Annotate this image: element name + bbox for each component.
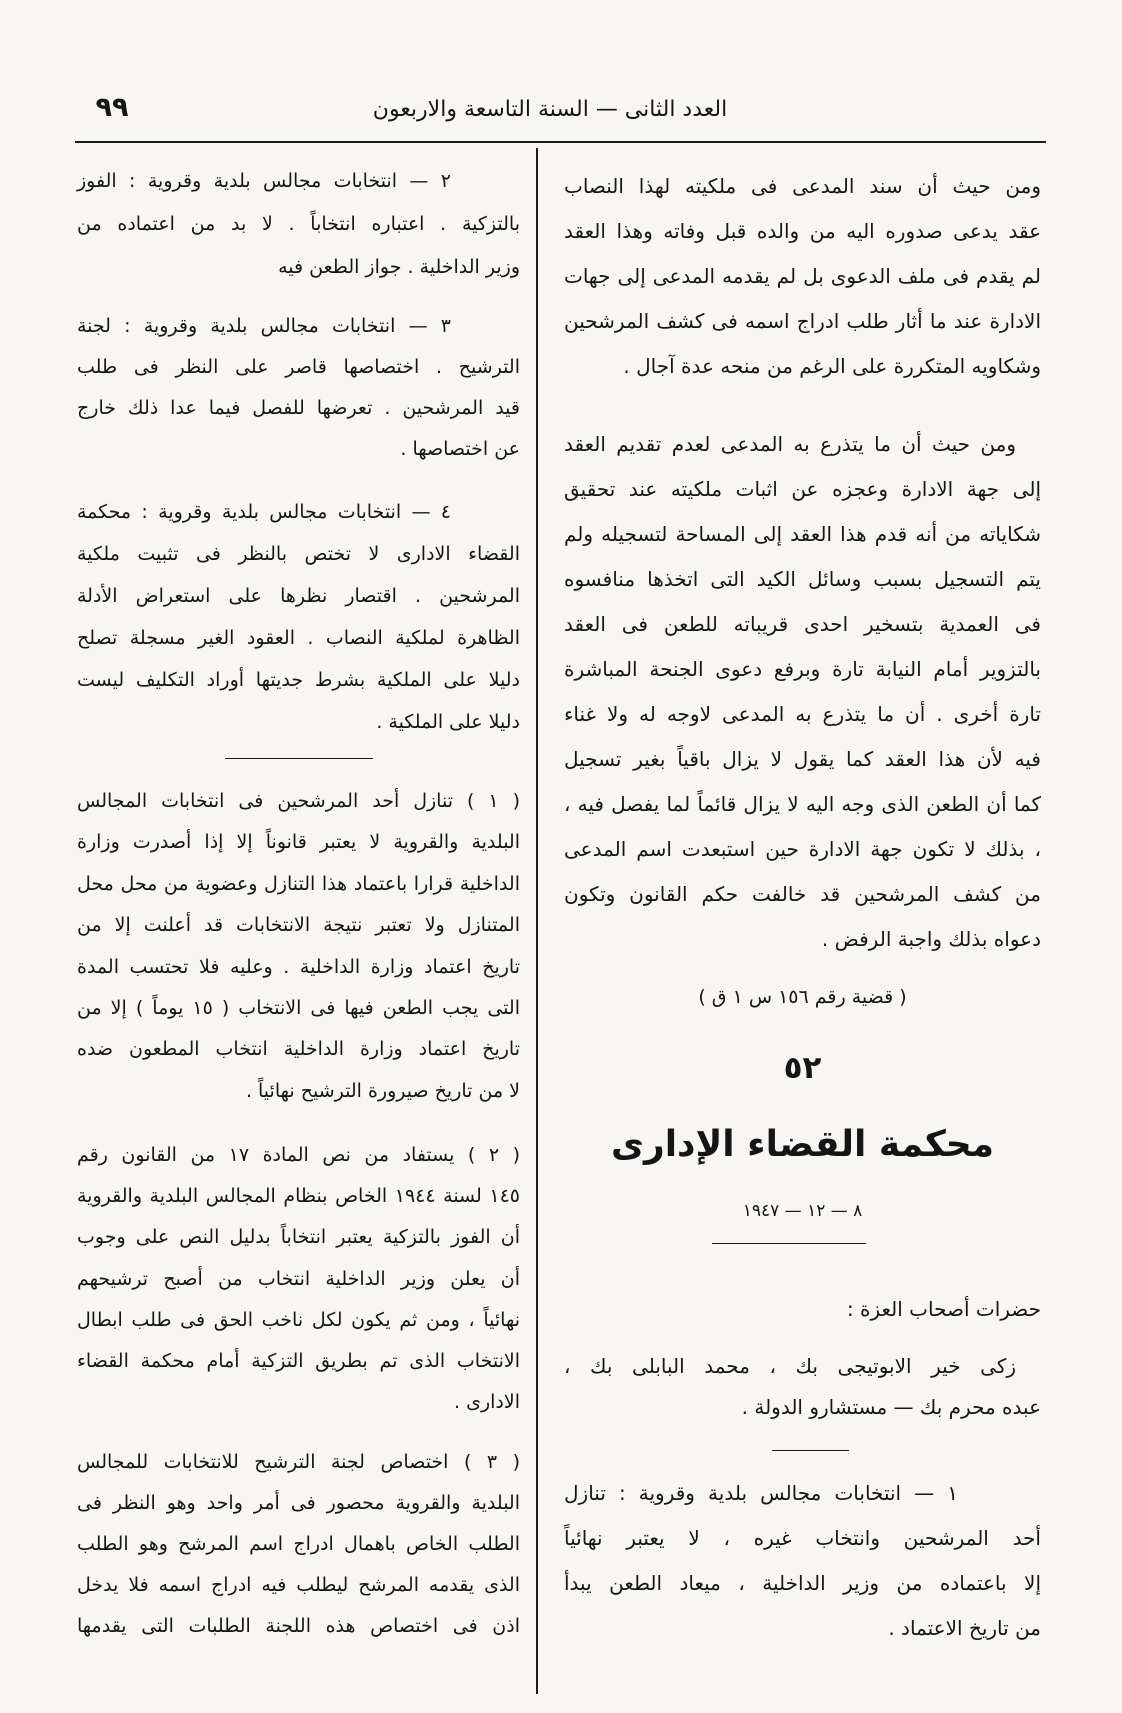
reasoning-paragraph-2	[564, 422, 1041, 962]
judgment-date-text: ٨ — ١٢ — ١٩٤٧	[742, 1201, 863, 1221]
text-line: المرشحين . اقتصار نظرها على استعراض الأدلة	[77, 585, 520, 607]
panel-heading-text: حضرات أصحاب العزة :	[846, 1297, 1041, 1321]
section-rule	[772, 1450, 849, 1451]
text-line: ٢ — انتخابات مجالس بلدية وقروية : الفوز	[77, 170, 451, 192]
text-line: عقد يدعى صدوره اليه من والده قبل وفاته وهذا العقد	[564, 219, 1041, 243]
case-reference-text: ( قضية رقم ١٥٦ س ١ ق )	[698, 986, 907, 1008]
text-line: نهائياً ، ومن ثم يكون لكل ناخب الحق فى طلب ابطال	[77, 1308, 520, 1331]
principle-1	[77, 781, 520, 1112]
principle-3	[77, 1442, 520, 1647]
text-line: من كشف المرشحين قد خالفت حكم القانون وتكون	[564, 882, 1041, 906]
text-line: دليلا على الملكية بشرط جديتها أوراد التكليف ليست	[77, 669, 520, 691]
text-line: ( ٣ ) اختصاص لجنة الترشيح للانتخابات للمجالس	[77, 1451, 521, 1473]
issue-title: العدد الثانى — السنة التاسعة والاربعون	[372, 97, 728, 122]
text-line: ( ١ ) تنازل أحد المرشحين فى انتخابات المجالس	[77, 790, 521, 812]
text-line: المتنازل ولا تعتبر نتيجة الانتخابات قد أعلنت إلا من	[77, 914, 520, 937]
text-line: ومن حيث أن ما يتذرع به المدعى لعدم تقديم العقد	[564, 432, 1016, 456]
text-line: الداخلية قرارا باعتماد هذا التنازل وعضوية من محل محل	[77, 872, 520, 895]
reasoning-paragraph-1	[564, 164, 1041, 389]
text-line: البلدية والقروية لا يعتبر قانوناً إلا إذا أصدرت وزارة	[77, 831, 520, 854]
panel-member-line: زكى خير الابوتيجى بك ، محمد البابلى بك ،	[564, 1354, 1016, 1378]
text-line: الادارة عند ما أثار طلب ادراج اسمه فى كشف المرشحين	[564, 309, 1041, 333]
text-line: ٣ — انتخابات مجالس بلدية وقروية : لجنة	[77, 315, 451, 337]
text-line: الادارى .	[454, 1391, 520, 1414]
text-line: وشكاويه المتكررة على الرغم من منحه عدة آجال .	[623, 354, 1041, 378]
text-line: إلى جهة الادارة وعجزه عن اثبات ملكيته عند تحقيق	[564, 477, 1041, 501]
text-line: دليلا على الملكية .	[376, 711, 520, 733]
text-line: تاريخ اعتماد وزارة الداخلية انتخاب المطعون ضده	[77, 1038, 520, 1061]
text-line: أن الفوز بالتزكية يعتبر انتخاباً بدليل النص على وجوب	[77, 1226, 520, 1249]
text-line: الطلب الخاص باهمال ادراج اسم المرشح وهو الطلب	[77, 1533, 520, 1555]
text-line: أن يعلن وزير الداخلية انتخاب من أصبح ترشيحهم	[77, 1267, 520, 1290]
headnote-1	[564, 1471, 1041, 1651]
text-line: فى العمدية بتسخير احدى قريباته للطعن فى العقد	[564, 612, 1041, 636]
text-line: اذن فى اختصاص هذه اللجنة الطلبات التى يقدمها	[77, 1615, 520, 1637]
text-line: الذى يقدمه المرشح ليطلب فيه ادراج اسمه فلا يدخل	[77, 1574, 520, 1596]
text-line: دعواه بذلك واجبة الرفض .	[821, 927, 1041, 951]
headnote-4	[77, 491, 520, 743]
text-line: بالتزوير أمام النيابة تارة وبرفع دعوى الجنحة المباشرة	[564, 657, 1041, 681]
text-line: قيد المرشحين . تعرضها للفصل فيما عدا ذلك خارج	[77, 397, 520, 419]
judgment-number	[564, 1044, 1041, 1092]
text-line: القضاء الادارى لا تختص بالنظر فى تثبيت ملكية	[77, 543, 520, 565]
text-line: التى يجب الطعن فيها فى الانتخاب ( ١٥ يوماً ) إلا من	[77, 996, 520, 1019]
section-rule	[225, 758, 373, 759]
text-line: فيه لأن هذا العقد كما يقول لا يزال باقياً بغير تسجيل	[564, 747, 1041, 771]
text-line: أحد المرشحين وانتخاب غيره ، لا يعتبر نهائياً	[564, 1526, 1041, 1550]
court-name	[564, 1117, 1041, 1173]
text-line: تارة أخرى . أن ما يتذرع به المدعى لاوجه له ولا غناء	[564, 702, 1041, 726]
text-line: لم يقدم فى ملف الدعوى بل لم يقدمه المدعى إلى جهات	[564, 264, 1041, 288]
panel-heading	[564, 1288, 1041, 1330]
court-name-text: محكمة القضاء الإدارى	[610, 1124, 995, 1165]
text-line: شكاياته من أنه قدم هذا العقد إلى المساحة لتسجيله ولم	[564, 522, 1041, 546]
text-line: عن اختصاصها .	[400, 438, 520, 460]
text-line: وزير الداخلية . جواز الطعن فيه	[278, 256, 520, 278]
text-line: ١٤٥ لسنة ١٩٤٤ الخاص بنظام المجالس البلدية والقروية	[77, 1185, 520, 1208]
text-line: ( ٢ ) يستفاد من نص المادة ١٧ من القانون رقم	[77, 1144, 521, 1166]
case-reference	[564, 975, 1041, 1019]
text-line: ١ — انتخابات مجالس بلدية وقروية : تنازل	[564, 1481, 958, 1505]
text-line: ومن حيث أن سند المدعى فى ملكيته لهذا النصاب	[564, 174, 1041, 198]
text-line: تاريخ اعتماد وزارة الداخلية . وعليه فلا تحتسب المدة	[77, 955, 520, 978]
text-line: بالتزكية . اعتباره انتخاباً . لا بد من اعتماده من	[77, 213, 520, 235]
text-line: الظاهرة لملكية النصاب . العقود الغير مسجلة تصلح	[77, 627, 520, 649]
text-line: لا من تاريخ صيرورة الترشيح نهائياً .	[245, 1079, 520, 1102]
principle-2	[77, 1135, 520, 1423]
header-rule	[75, 141, 1046, 143]
text-line: ٤ — انتخابات مجالس بلدية وقروية : محكمة	[77, 501, 451, 523]
headnote-3	[77, 306, 520, 470]
text-line: كما أن الطعن الذى وجه اليه لا يزال قائماً لما يفصل فيه ،	[564, 792, 1041, 816]
text-line: إلا باعتماده من وزير الداخلية ، ميعاد الطعن يبدأ	[564, 1571, 1041, 1595]
panel-members	[564, 1346, 1041, 1428]
text-line: البلدية والقروية محصور فى أمر واحد وهو النظر فى	[77, 1492, 520, 1514]
column-divider	[536, 148, 538, 1694]
page-number: ٩٩	[95, 92, 129, 123]
text-line: من تاريخ الاعتماد .	[888, 1616, 1041, 1640]
text-line: ، بذلك لا تكون جهة الادارة حين استبعدت اسم المدعى	[564, 837, 1041, 861]
section-rule	[712, 1243, 866, 1244]
text-line: الترشيح . اختصاصها قاصر على النظر فى طلب	[77, 356, 520, 378]
judgment-number-text: ٥٢	[783, 1050, 822, 1086]
text-line: الانتخاب الذى تم بطريق التزكية أمام محكمة القضاء	[77, 1349, 520, 1372]
judgment-date	[564, 1192, 1041, 1230]
panel-member-line: عبده محرم بك — مستشارو الدولة .	[741, 1395, 1041, 1419]
text-line: يتم التسجيل بسبب وسائل الكيد التى اتخذها منافسوه	[564, 567, 1041, 591]
headnote-2	[77, 160, 520, 289]
